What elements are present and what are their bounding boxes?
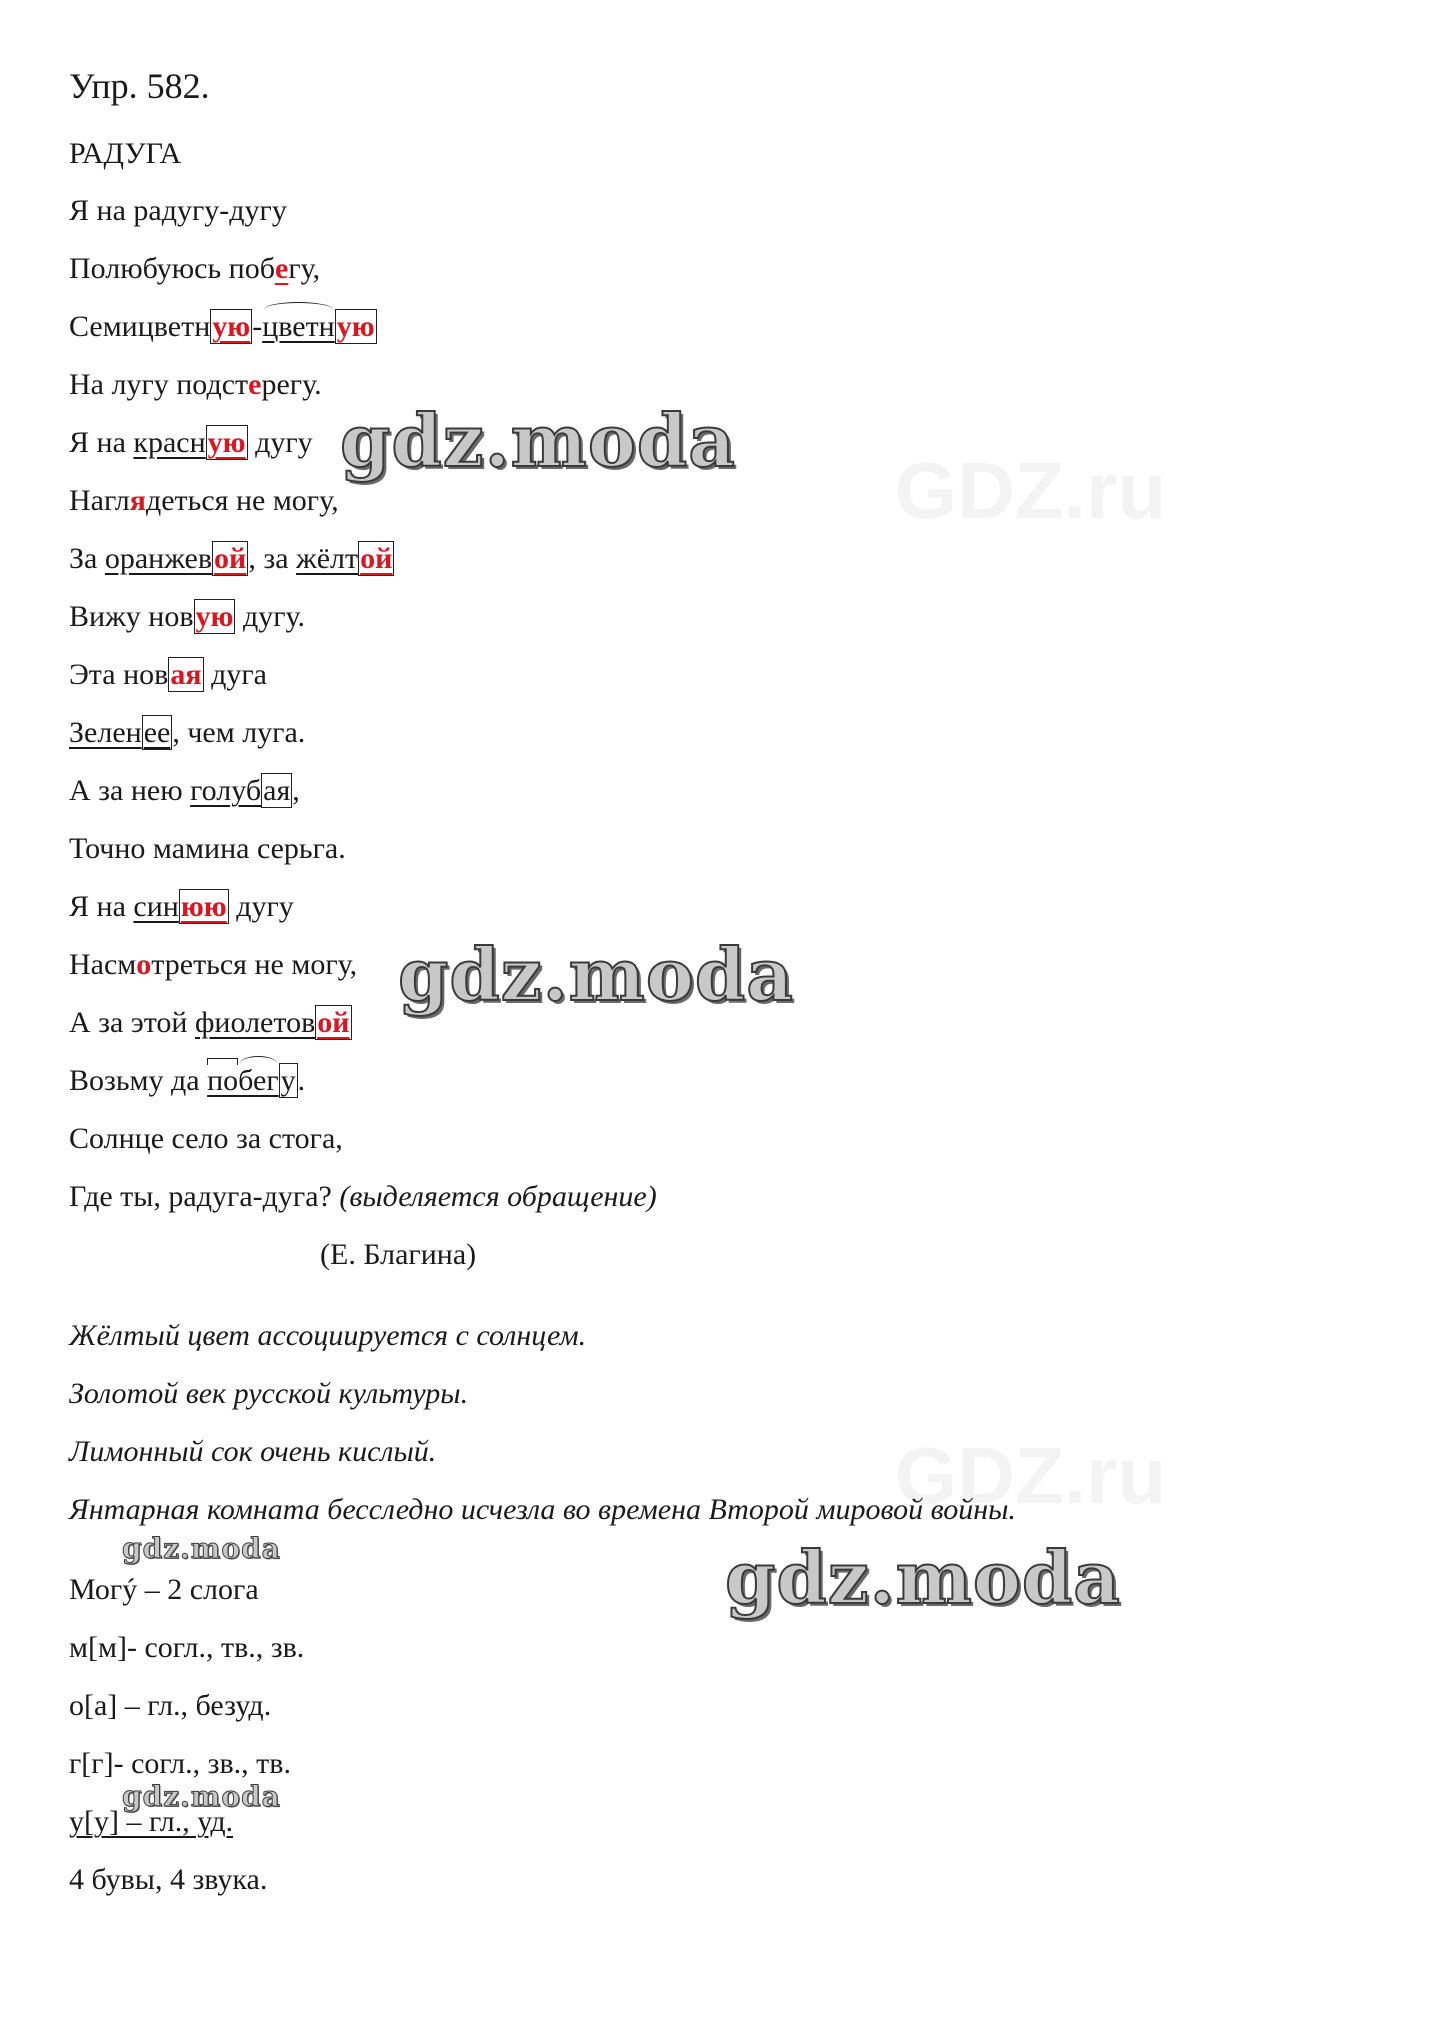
analysis-sound-4: у[у] – гл., уд. — [69, 1805, 234, 1838]
poem-line-7: За оранжевой, за жёлтой — [69, 542, 393, 575]
poem-line-4: На лугу подстерегу. — [69, 368, 322, 401]
poem-line-11: А за нею голубая, — [69, 774, 300, 807]
poem-line-1: Я на радугу-дугу — [69, 194, 287, 227]
analysis-sound-2: о[а] – гл., безуд. — [69, 1689, 272, 1722]
watermark-logo: gdz.moda — [340, 398, 736, 483]
analysis-sound-3: г[г]- согл., зв., тв. — [69, 1747, 291, 1780]
ghost-watermark: GDZ.ru — [895, 446, 1167, 535]
watermark-logo: gdz.moda — [398, 932, 794, 1017]
sentence-1: Жёлтый цвет ассоциируется с солнцем. — [69, 1319, 587, 1352]
poem-line-14: Насмотреться не могу, — [69, 948, 358, 981]
poem-line-5: Я на красную дугу — [69, 426, 313, 459]
watermark-logo: gdz.moda — [725, 1535, 1121, 1620]
ghost-watermark: GDZ.ru — [895, 1431, 1167, 1520]
poem-line-17: Солнце село за стога, — [69, 1122, 343, 1155]
sentence-4: Янтарная комната бесследно исчезла во времена Второй мировой войны. — [69, 1493, 1016, 1526]
exercise-title: Упр. 582. — [69, 66, 210, 106]
poem-line-16: Возьму да побегу. — [69, 1064, 306, 1097]
watermark-logo: gdz.moda — [122, 1532, 281, 1565]
watermark-logo: gdz.moda — [122, 1780, 281, 1813]
poem-author: (Е. Благина) — [320, 1238, 477, 1271]
poem-line-8: Вижу новую дугу. — [69, 600, 306, 633]
poem-line-15: А за этой фиолетовой — [69, 1006, 350, 1039]
poem-line-3: Семицветную-цветную — [69, 310, 375, 343]
poem-line-6: Наглядеться не могу, — [69, 484, 339, 517]
poem-line-12: Точно мамина серьга. — [69, 832, 346, 865]
poem-line-2: Полюбуюсь побегу, — [69, 252, 321, 285]
analysis-sound-1: м[м]- согл., тв., зв. — [69, 1631, 305, 1664]
analysis-summary: 4 бувы, 4 звука. — [69, 1863, 268, 1896]
poem-title: РАДУГА — [69, 137, 182, 170]
poem-line-13: Я на синюю дугу — [69, 890, 294, 923]
sentence-3: Лимонный сок очень кислый. — [69, 1435, 437, 1468]
analysis-word: Могý – 2 слога — [69, 1573, 259, 1606]
poem-line-9: Эта новая дуга — [69, 658, 267, 691]
poem-line-18: Где ты, радуга-дуга? (выделяется обращение) — [69, 1180, 657, 1213]
sentence-2: Золотой век русской культуры. — [69, 1377, 469, 1410]
poem-line-10: Зеленее, чем луга. — [69, 716, 306, 749]
